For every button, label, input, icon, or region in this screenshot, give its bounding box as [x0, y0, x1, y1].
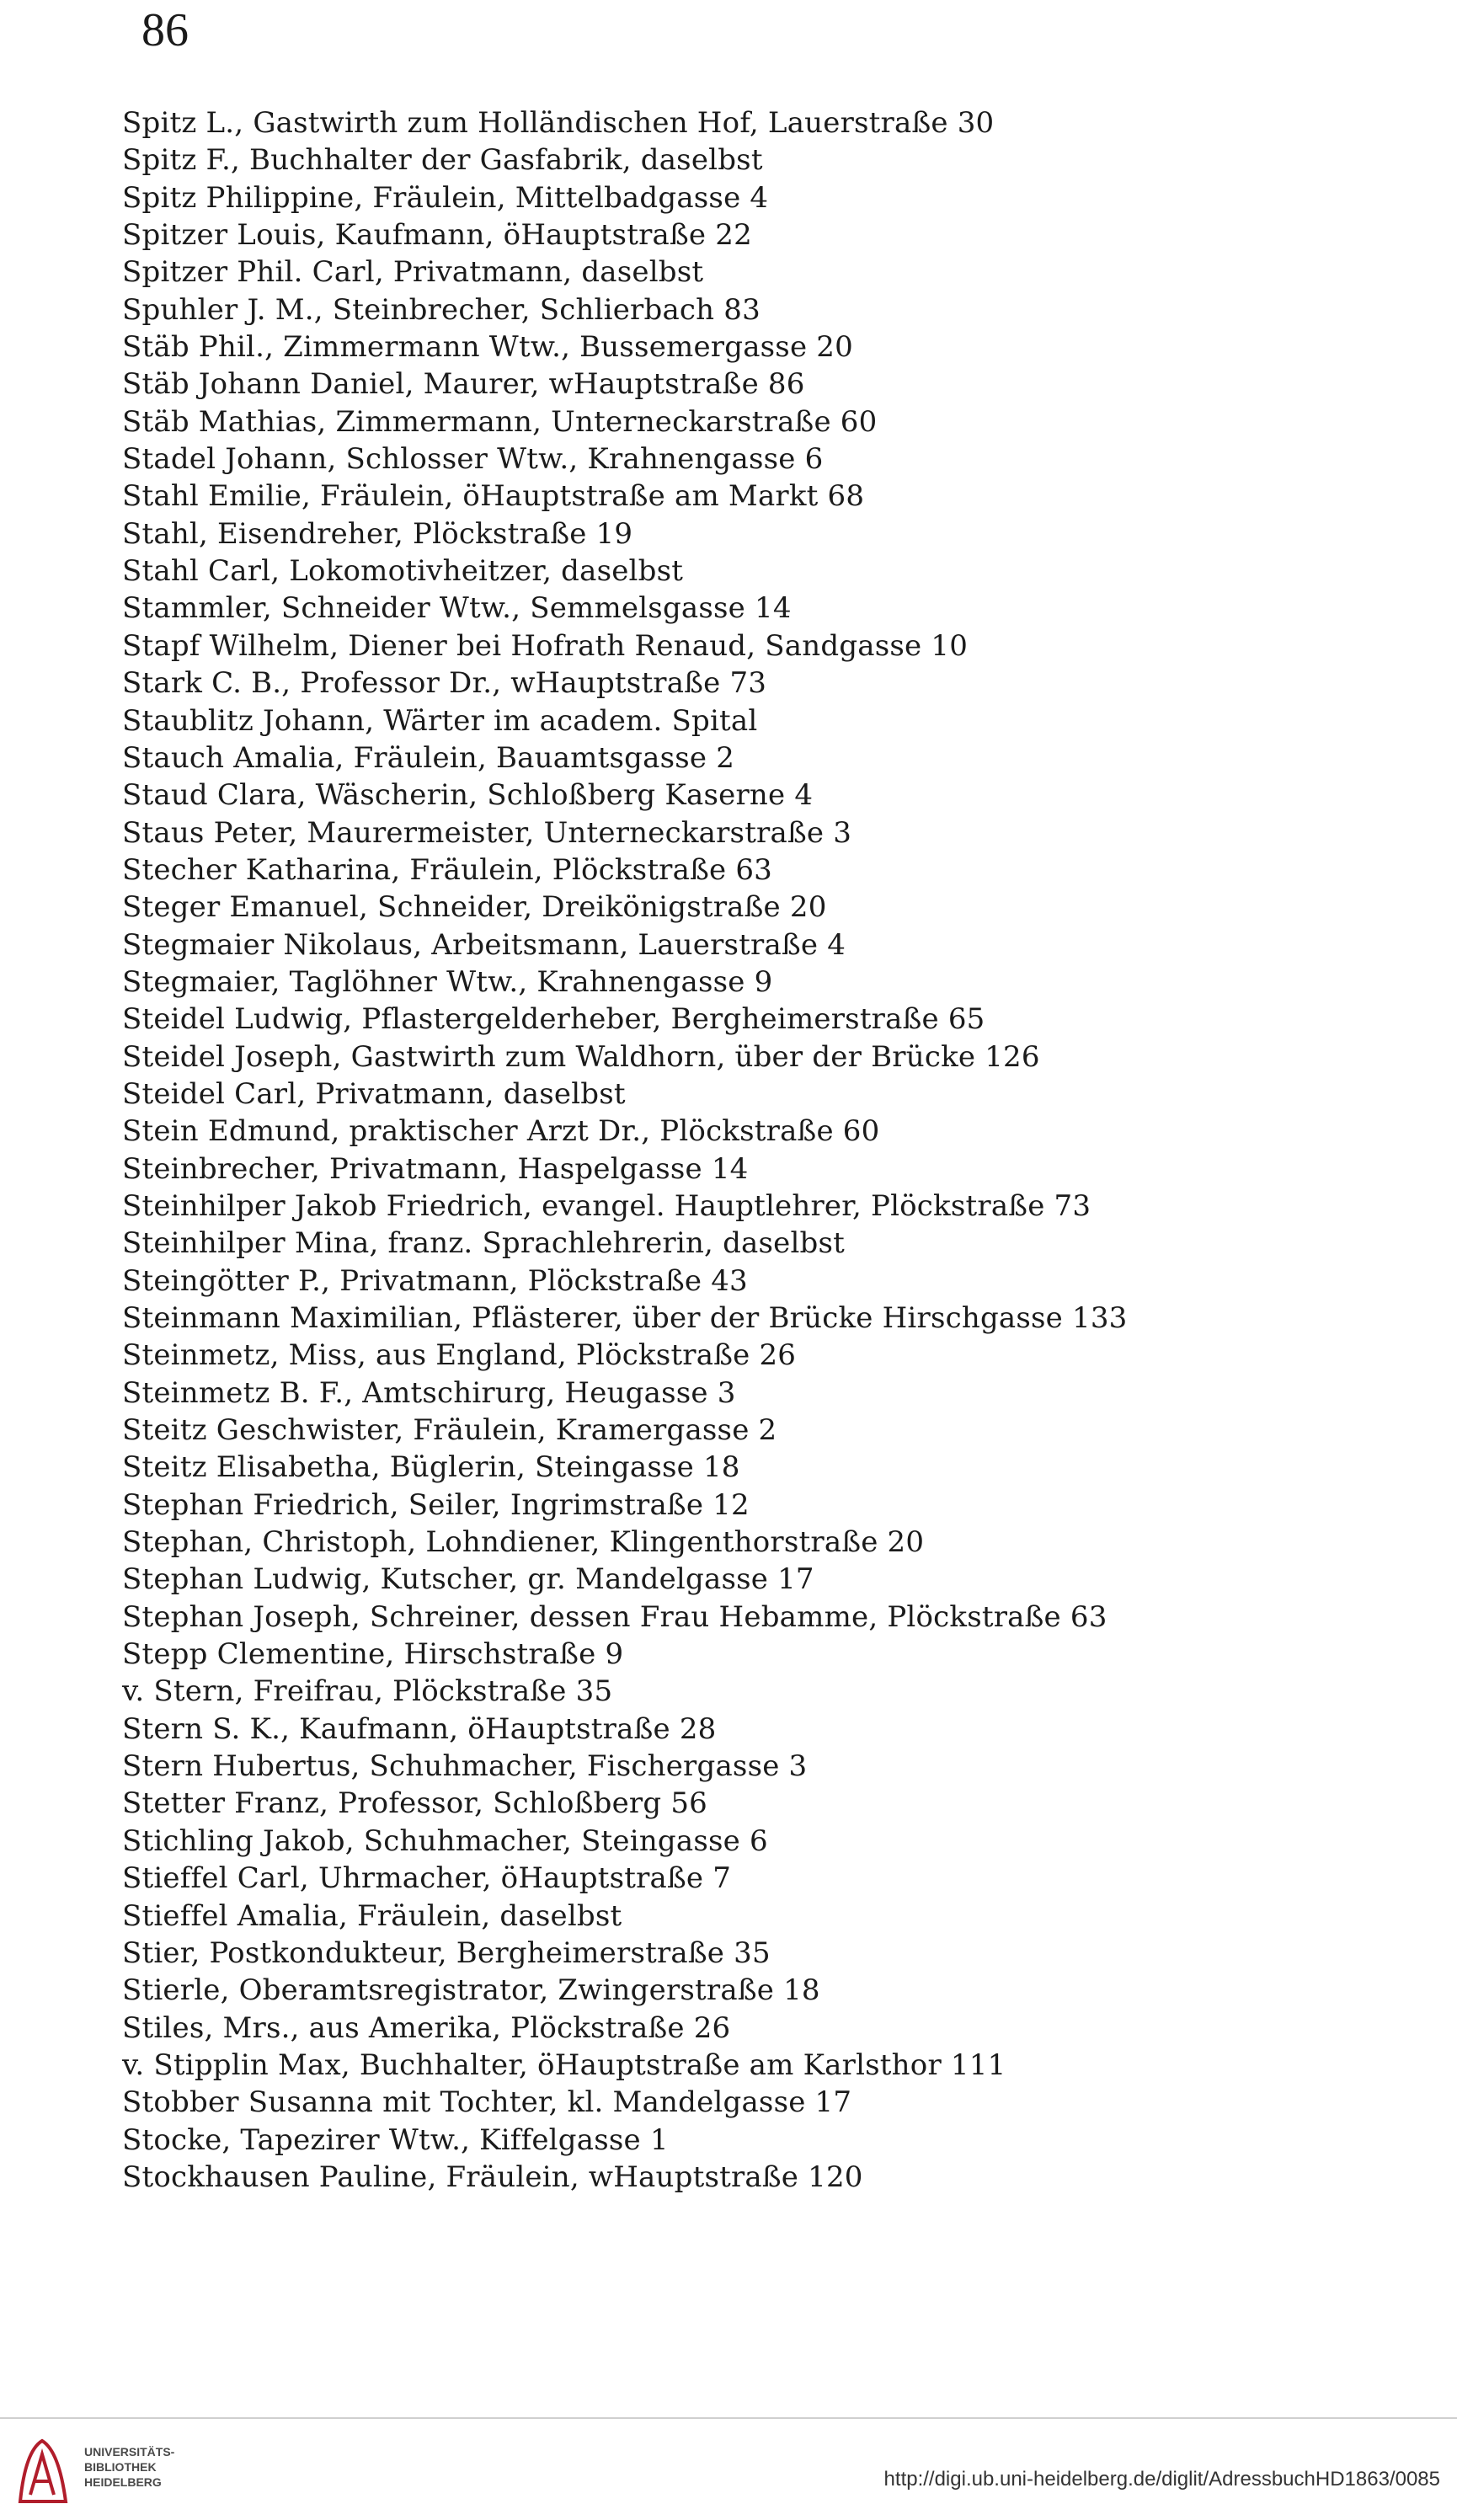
directory-entry: Stahl Emilie, Fräulein, öHauptstraße am Markt 68	[122, 479, 865, 514]
directory-entry: Stocke, Tapezirer Wtw., Kiffelgasse 1	[122, 2122, 669, 2157]
source-url: http://digi.ub.uni-heidelberg.de/diglit/AdressbuchHD1863/0085	[883, 2468, 1440, 2491]
directory-entry: Spuhler J. M., Steinbrecher, Schlierbach 83	[122, 292, 761, 327]
directory-entry: Stecher Katharina, Fräulein, Plöckstraße 63	[122, 852, 773, 887]
directory-entry: Stapf Wilhelm, Diener bei Hofrath Renaud, Sandgasse 10	[122, 628, 969, 663]
directory-entry: Stockhausen Pauline, Fräulein, wHauptstraße 120	[122, 2160, 863, 2194]
directory-entry: Stobber Susanna mit Tochter, kl. Mandelgasse 17	[122, 2085, 852, 2120]
directory-entry: Stieffel Carl, Uhrmacher, öHauptstraße 7	[122, 1861, 732, 1896]
directory-entry: Steinmann Maximilian, Pflästerer, über der Brücke Hirschgasse 133	[122, 1301, 1128, 1335]
directory-entry: Steger Emanuel, Schneider, Dreikönigstraße 20	[122, 890, 827, 925]
directory-entry: Stephan Ludwig, Kutscher, gr. Mandelgasse 17	[122, 1562, 814, 1597]
library-logo	[13, 2429, 199, 2513]
directory-entry: Steinmetz B. F., Amtschirurg, Heugasse 3	[122, 1375, 736, 1410]
directory-entry: Stephan, Christoph, Lohndiener, Klingenthorstraße 20	[122, 1525, 925, 1560]
directory-entry: Steinhilper Jakob Friedrich, evangel. Hauptlehrer, Plöckstraße 73	[122, 1188, 1091, 1223]
directory-entry: Stark C. B., Professor Dr., wHauptstraße 73	[122, 666, 767, 701]
directory-entry: Stahl, Eisendreher, Plöckstraße 19	[122, 516, 633, 551]
directory-entry: Staus Peter, Maurermeister, Unterneckarstraße 3	[122, 815, 852, 850]
directory-entry: Stegmaier Nikolaus, Arbeitsmann, Lauerstraße 4	[122, 927, 846, 962]
directory-entry: Stäb Johann Daniel, Maurer, wHauptstraße 86	[122, 367, 805, 402]
footer-divider	[0, 2417, 1457, 2419]
directory-entry: v. Stipplin Max, Buchhalter, öHauptstraße am Karlsthor 111	[122, 2048, 1006, 2082]
directory-entry: Stepp Clementine, Hirschstraße 9	[122, 1637, 624, 1672]
directory-entry: Stadel Johann, Schlosser Wtw., Krahnengasse 6	[122, 442, 824, 477]
directory-entry: Spitzer Louis, Kaufmann, öHauptstraße 22	[122, 218, 752, 253]
directory-entry: Steinbrecher, Privatmann, Haspelgasse 14	[122, 1151, 749, 1186]
page-number: 86	[141, 4, 189, 56]
directory-entry: Stegmaier, Taglöhner Wtw., Krahnengasse 9	[122, 964, 773, 999]
directory-entry: Stieffel Amalia, Fräulein, daselbst	[122, 1898, 622, 1933]
directory-entry: Staud Clara, Wäscherin, Schloßberg Kaserne 4	[122, 778, 814, 813]
directory-entry: Steidel Carl, Privatmann, daselbst	[122, 1076, 626, 1111]
directory-entry: Stäb Mathias, Zimmermann, Unterneckarstraße 60	[122, 404, 878, 439]
directory-entry: Steinmetz, Miss, aus England, Plöckstraße 26	[122, 1338, 797, 1373]
directory-entry: Stern Hubertus, Schuhmacher, Fischergasse 3	[122, 1749, 808, 1784]
directory-entry: Stern S. K., Kaufmann, öHauptstraße 28	[122, 1711, 717, 1746]
logo-line-2: BIBLIOTHEK	[84, 2460, 157, 2474]
directory-entry: Stephan Friedrich, Seiler, Ingrimstraße 12	[122, 1487, 750, 1522]
directory-entry: Steidel Ludwig, Pflastergelderheber, Bergheimerstraße 65	[122, 1002, 985, 1037]
logo-line-1: UNIVERSITÄTS-	[84, 2445, 175, 2459]
directory-entry: Stichling Jakob, Schuhmacher, Steingasse 6	[122, 1823, 768, 1858]
university-library-logo-icon	[13, 2436, 72, 2508]
directory-entry: Steitz Geschwister, Fräulein, Kramergasse 2	[122, 1413, 777, 1448]
directory-entry: Spitz L., Gastwirth zum Holländischen Hof, Lauerstraße 30	[122, 106, 995, 140]
directory-entry: Stauch Amalia, Fräulein, Bauamtsgasse 2	[122, 740, 735, 775]
directory-entry: Staublitz Johann, Wärter im academ. Spital	[122, 703, 758, 738]
logo-text	[84, 2444, 174, 2490]
directory-entry: Steingötter P., Privatmann, Plöckstraße 43	[122, 1263, 748, 1298]
directory-entry: Steidel Joseph, Gastwirth zum Waldhorn, über der Brücke 126	[122, 1039, 1040, 1074]
directory-entry: Stammler, Schneider Wtw., Semmelsgasse 14	[122, 591, 792, 626]
directory-entry: Stein Edmund, praktischer Arzt Dr., Plöckstraße 60	[122, 1114, 880, 1149]
directory-entry: Stahl Carl, Lokomotivheitzer, daselbst	[122, 554, 684, 589]
directory-entry: Stetter Franz, Professor, Schloßberg 56	[122, 1786, 707, 1821]
directory-entry: Stiles, Mrs., aus Amerika, Plöckstraße 26	[122, 2010, 731, 2045]
directory-entry: Steinhilper Mina, franz. Sprachlehrerin, daselbst	[122, 1226, 846, 1261]
logo-line-3: HEIDELBERG	[84, 2475, 162, 2489]
directory-entry: Spitzer Phil. Carl, Privatmann, daselbst	[122, 255, 704, 290]
directory-entry: v. Stern, Freifrau, Plöckstraße 35	[122, 1674, 613, 1709]
directory-entry: Stephan Joseph, Schreiner, dessen Frau Hebamme, Plöckstraße 63	[122, 1599, 1107, 1634]
directory-entry: Steitz Elisabetha, Büglerin, Steingasse 18	[122, 1450, 740, 1485]
directory-entries	[122, 104, 1343, 2196]
directory-entry: Stäb Phil., Zimmermann Wtw., Bussemergasse 20	[122, 330, 853, 365]
directory-entry: Stierle, Oberamtsregistrator, Zwingerstraße 18	[122, 1973, 820, 2008]
directory-entry: Spitz Philippine, Fräulein, Mittelbadgasse 4	[122, 180, 769, 215]
directory-entry: Stier, Postkondukteur, Bergheimerstraße 35	[122, 1935, 771, 1970]
directory-entry: Spitz F., Buchhalter der Gasfabrik, daselbst	[122, 143, 763, 178]
